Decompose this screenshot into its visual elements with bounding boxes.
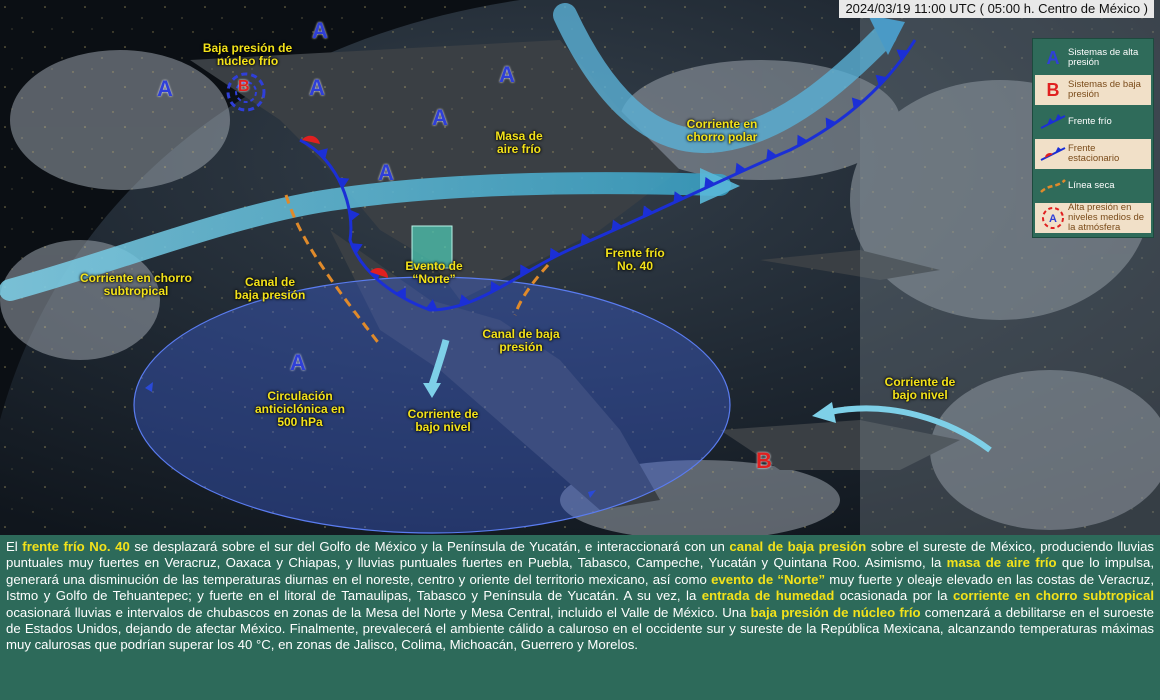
legend [1032,38,1154,238]
high-pressure-marker: A [309,75,325,100]
bulletin-text: El [6,539,23,554]
high-pressure-marker: A [157,76,173,101]
bulletin-text: sobre el sureste de México, produciendo lluvias puntuales muy fuertes en Veracruz, Oaxaca y Chiapas, y lluvias puntuales fuertes en Puebla, Tabasco, Campeche, Yucatán y Quintana Roo. Asimismo, la [6,539,1155,571]
high-pressure-icon: A [1046,48,1060,68]
bulletin-text: comenzará a debilitarse en el suroeste de Estados Unidos, dejando de afectar México. Finalmente, prevalecerá el ambiente cálido a caluroso en el occidente sur y sureste de la República Mexicana, alcanzando temperaturas máximas muy calurosas que podrían superar los 40 °C, en zonas de Jalisco, Colima, Michoacán, Guerrero y Morelos. [6,604,1154,653]
stationary-front-icon [1038,143,1068,165]
bulletin-text: que lo impulsa, generará una disminución de las temperaturas diurnas en el noreste, centro y oriente del territorio mexicano, así como [6,555,1154,587]
bulletin-text: ocasionada por la [834,588,953,604]
label-trough-east: Canal de baja presión [482,327,560,354]
label-cold-core-low: Baja presión de núcleo frío [202,41,293,68]
timestamp: 2024/03/19 11:00 UTC ( 05:00 h. Centro de México ) [839,0,1154,18]
legend-item [1035,107,1151,137]
low-pressure-marker: B [238,78,250,95]
bulletin-highlight: entrada de humedad [701,588,835,604]
legend-label: Sistemas de baja presión [1068,79,1141,100]
bulletin-highlight: corriente en chorro subtropical [952,588,1154,604]
high-pressure-marker: A [499,62,515,87]
upper-high-icon [1038,207,1068,229]
forecast-bulletin [0,535,1160,700]
label-norte-event: Evento de “Norte” [405,259,463,286]
legend-label: Frente frío [1068,116,1112,127]
bulletin-highlight: canal de baja presión [729,539,867,554]
dry-line-icon [1038,175,1068,197]
label-trough-west: Canal de baja presión [234,275,306,302]
high-pressure-marker: A [378,160,394,185]
high-pressure-marker: A [290,350,306,375]
bulletin-highlight: frente frío No. 40 [22,539,130,554]
anticyclone-area [134,277,730,533]
label-cold-front: Frente frío No. 40 [605,246,665,273]
label-subtropical-jet: Corriente en chorro subtropical [79,271,193,298]
high-pressure-marker: A [312,18,328,43]
legend-item [1035,43,1151,73]
label-low-level-jet-east: Corriente de bajo nivel [884,375,956,402]
legend-item [1035,203,1151,233]
bulletin-highlight: baja presión de núcleo frío [750,604,921,620]
legend-label: Sistemas de alta presión [1068,47,1139,68]
bulletin-highlight: evento de “Norte” [711,571,826,587]
cold-front-icon [1038,111,1068,133]
label-low-level-jet-south: Corriente de bajo nivel [407,407,479,434]
high-pressure-marker: A [432,105,448,130]
bulletin-highlight: masa de aire frío [946,555,1057,571]
low-pressure-marker: B [756,448,772,473]
legend-label: Línea seca [1068,180,1115,191]
low-pressure-icon: B [1046,80,1060,100]
legend-item [1035,139,1151,169]
legend-label: Alta presión en niveles medios de la atmósfera [1068,202,1145,233]
legend-item [1035,75,1151,105]
bulletin-text: se desplazará sobre el sur del Golfo de México y la Península de Yucatán, e interaccionará con un [129,539,730,554]
svg-text:A: A [1049,213,1057,225]
bulletin-text: muy fuerte y oleaje elevado en las costas de Veracruz, Istmo y Golfo de Tehuantepec; y fuerte en el litoral de Tamaulipas, Tabasco y Península de Yucatán. A su vez, la [6,571,1154,604]
legend-label: Frente estacionario [1068,143,1120,164]
label-cold-air-mass: Masa de aire frío [495,129,543,156]
label-anticyclone: Circulación anticiclónica en 500 hPa [254,389,346,429]
bulletin-text: ocasionará lluvias e intervalos de chubascos en zonas de la Mesa del Norte y Mesa Central, incluido el Valle de México. Una [6,604,751,620]
label-polar-jet: Corriente en chorro polar [686,117,758,144]
legend-item [1035,171,1151,201]
